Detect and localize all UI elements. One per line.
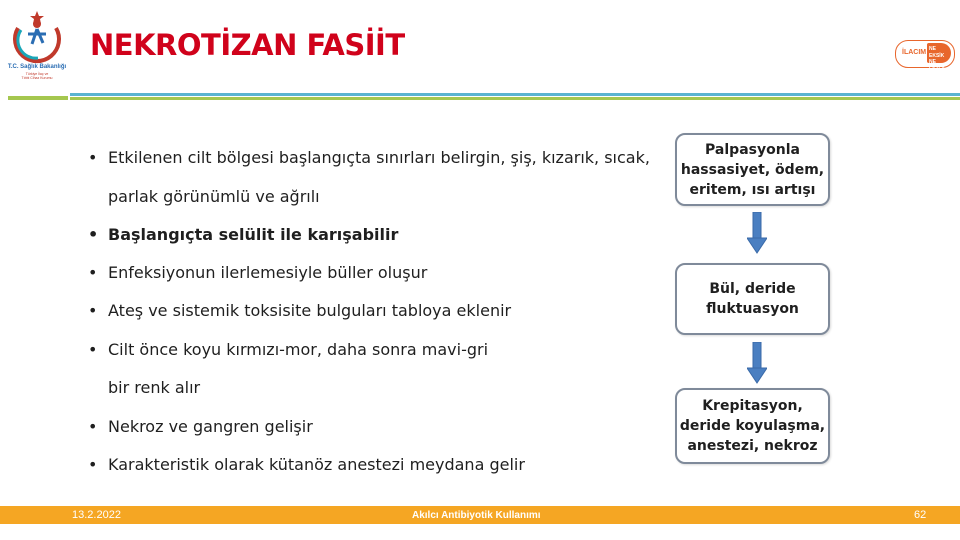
bullet-item bbox=[88, 417, 313, 436]
header-rule bbox=[70, 93, 960, 100]
flow-step-1 bbox=[675, 133, 830, 206]
bullet-dot: • bbox=[88, 340, 98, 359]
bullet-text: bir renk alır bbox=[108, 378, 201, 397]
logo-tag: NE EKSİK NE FAZLA bbox=[927, 43, 951, 63]
bullet-text: Karakteristik olarak kütanöz anestezi meydana gelir bbox=[108, 455, 525, 474]
footer-bar bbox=[0, 506, 960, 524]
footer-title: Akılcı Antibiyotik Kullanımı bbox=[412, 510, 541, 521]
bullet-dot: • bbox=[88, 225, 99, 244]
flow-step-text: Bül, deride fluktuasyon bbox=[706, 281, 799, 317]
ministry-name: T.C. Sağlık Bakanlığı bbox=[7, 64, 67, 70]
flow-step-text: Palpasyonla hassasiyet, ödem, eritem, ısı artışı bbox=[680, 141, 825, 198]
bullet-continuation bbox=[88, 378, 200, 397]
logo-word: İLACIM bbox=[902, 49, 927, 56]
ministry-logo bbox=[4, 10, 70, 88]
flow-step-3 bbox=[675, 388, 830, 464]
flow-step-text: Krepitasyon, deride koyulaşma, anestezi, nekroz bbox=[679, 398, 826, 454]
ilacim-logo bbox=[895, 40, 955, 72]
footer-date: 13.2.2022 bbox=[72, 509, 121, 521]
bullet-dot: • bbox=[88, 148, 98, 167]
down-arrow-icon bbox=[747, 342, 767, 384]
bullet-item bbox=[88, 301, 511, 320]
bullet-item bbox=[88, 340, 488, 359]
bullet-dot: • bbox=[88, 455, 98, 474]
bullet-dot: • bbox=[88, 417, 98, 436]
bullet-dot: • bbox=[88, 301, 98, 320]
bullet-text: Nekroz ve gangren gelişir bbox=[108, 417, 313, 436]
bullet-item bbox=[88, 225, 398, 244]
page-title: NEKROTİZAN FASİİT bbox=[90, 28, 405, 62]
bullet-text: Cilt önce koyu kırmızı-mor, daha sonra mavi-gri bbox=[108, 340, 489, 359]
bullet-text: Ateş ve sistemik toksisite bulguları tabloya eklenir bbox=[108, 301, 512, 320]
agency-name: Türkiye İlaç ve Tıbbi Cihaz Kurumu bbox=[21, 72, 53, 80]
bullet-continuation bbox=[88, 187, 320, 206]
bullet-text: Enfeksiyonun ilerlemesiyle büller oluşur bbox=[108, 263, 428, 282]
bullet-text: Başlangıçta selülit ile karışabilir bbox=[108, 225, 399, 244]
ministry-emblem-icon bbox=[8, 10, 66, 64]
bullet-text: parlak görünümlü ve ağrılı bbox=[108, 187, 320, 206]
bullet-dot: • bbox=[88, 263, 98, 282]
bullet-item bbox=[88, 455, 525, 474]
header-rule-left bbox=[8, 96, 68, 100]
page-number: 62 bbox=[914, 509, 927, 521]
down-arrow-icon bbox=[747, 212, 767, 254]
flow-step-2 bbox=[675, 263, 830, 335]
bullet-item bbox=[88, 148, 650, 167]
bullet-item bbox=[88, 263, 427, 282]
bullet-text: Etkilenen cilt bölgesi başlangıçta sınırları belirgin, şiş, kızarık, sıcak, bbox=[108, 148, 650, 167]
